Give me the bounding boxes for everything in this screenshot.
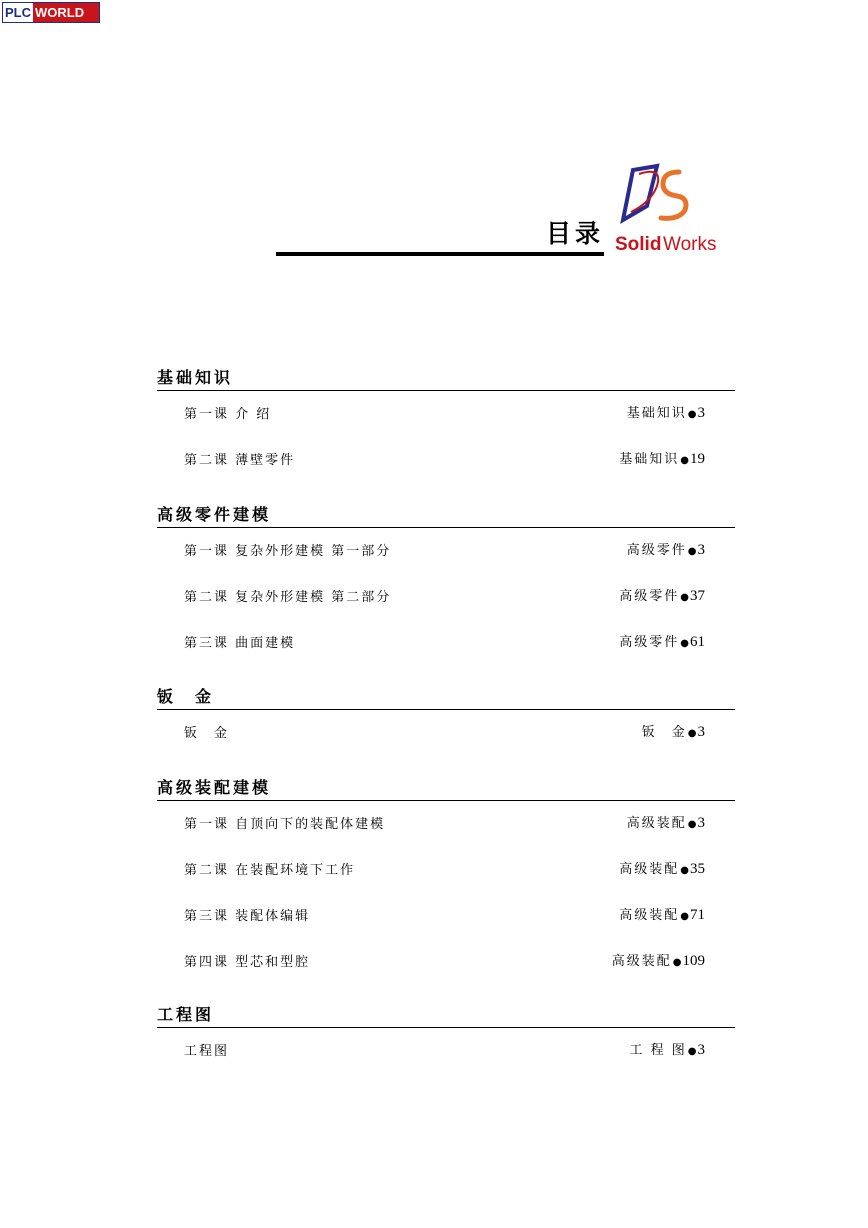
bullet-icon: ● (680, 638, 689, 649)
toc-entry[interactable] (157, 893, 735, 939)
entry-page: 109 (682, 953, 705, 969)
entry-page: 3 (697, 815, 705, 831)
entry-ref (627, 539, 705, 559)
entry-title: 第一课 自顶向下的装配体建模 (184, 817, 386, 832)
section-heading: 工程图 (157, 1005, 735, 1028)
entry-ref (630, 1039, 706, 1059)
toc-entry[interactable] (157, 1028, 735, 1074)
entry-page: 3 (697, 405, 705, 421)
entry-title: 钣 金 (184, 726, 230, 741)
entry-ref (612, 950, 705, 970)
bullet-icon: ● (687, 728, 697, 739)
toc-section (157, 687, 735, 756)
logo-text-works: Works (663, 234, 717, 255)
entry-ref-label: 高级装配 (619, 862, 680, 877)
toc-section (157, 505, 735, 666)
entry-page: 3 (697, 724, 705, 740)
plcworld-badge (2, 2, 100, 23)
entry-ref (627, 402, 705, 422)
entry-ref-label: 工 程 图 (629, 1043, 687, 1058)
entry-ref-label: 高级零件 (619, 635, 680, 650)
entry-title: 第四课 型芯和型腔 (184, 955, 311, 970)
entry-ref-label: 高级零件 (626, 543, 687, 558)
entry-page: 71 (690, 907, 705, 923)
entry-ref (619, 904, 705, 924)
bullet-icon: ● (680, 455, 689, 466)
bullet-icon: ● (687, 1046, 697, 1057)
section-heading: 高级装配建模 (157, 778, 735, 801)
entry-page: 37 (690, 588, 705, 604)
section-heading: 高级零件建模 (157, 505, 735, 528)
section-heading: 钣 金 (157, 687, 735, 710)
entry-ref-label: 基础知识 (626, 406, 687, 421)
bullet-icon: ● (672, 957, 682, 968)
entry-ref-label: 高级装配 (626, 816, 687, 831)
bullet-icon: ● (680, 865, 689, 876)
entry-title: 第二课 薄壁零件 (184, 453, 296, 468)
entry-ref (619, 858, 705, 878)
entry-page: 3 (697, 1042, 705, 1058)
bullet-icon: ● (680, 911, 689, 922)
bullet-icon: ● (687, 409, 697, 420)
entry-ref (619, 448, 705, 468)
entry-ref-label: 高级装配 (611, 954, 672, 969)
entry-ref (619, 585, 705, 605)
entry-title: 第一课 复杂外形建模 第一部分 (184, 544, 392, 559)
entry-ref (627, 812, 705, 832)
entry-ref (619, 631, 705, 651)
entry-page: 19 (690, 451, 705, 467)
entry-title: 第三课 曲面建模 (184, 636, 296, 651)
toc-section (157, 778, 735, 985)
entry-ref (642, 721, 705, 741)
entry-title: 第二课 复杂外形建模 第二部分 (184, 590, 392, 605)
entry-ref-label: 高级装配 (619, 908, 680, 923)
page-title-block (276, 214, 604, 256)
toc-section (157, 1005, 735, 1074)
toc-entry[interactable] (157, 391, 735, 437)
logo-text-solid: Solid (615, 234, 662, 255)
toc-entry[interactable] (157, 437, 735, 483)
toc-entry[interactable] (157, 801, 735, 847)
badge-part2: WORLD (33, 3, 99, 22)
toc-entry[interactable] (157, 620, 735, 666)
page-title: 目录 (545, 219, 604, 248)
badge-part1: PLC (5, 5, 31, 20)
toc-entry[interactable] (157, 847, 735, 893)
toc-section (157, 368, 735, 483)
section-heading: 基础知识 (157, 368, 735, 391)
entry-title: 第二课 在装配环境下工作 (184, 863, 356, 878)
entry-ref-label: 高级零件 (619, 589, 680, 604)
title-underline (276, 252, 604, 256)
bullet-icon: ● (680, 592, 689, 603)
entry-ref-label: 基础知识 (619, 452, 680, 467)
toc-entry[interactable] (157, 528, 735, 574)
entry-page: 35 (690, 861, 705, 877)
entry-title: 工程图 (184, 1044, 230, 1059)
entry-page: 61 (690, 634, 705, 650)
entry-title: 第三课 装配体编辑 (184, 909, 311, 924)
toc-entry[interactable] (157, 939, 735, 985)
bullet-icon: ● (687, 819, 697, 830)
bullet-icon: ● (687, 546, 697, 557)
solidworks-logo (613, 162, 745, 256)
toc-entry[interactable] (157, 574, 735, 620)
entry-title: 第一课 介 绍 (184, 407, 272, 422)
toc-entry[interactable] (157, 710, 735, 756)
entry-ref-label: 钣 金 (641, 725, 687, 740)
entry-page: 3 (697, 542, 705, 558)
